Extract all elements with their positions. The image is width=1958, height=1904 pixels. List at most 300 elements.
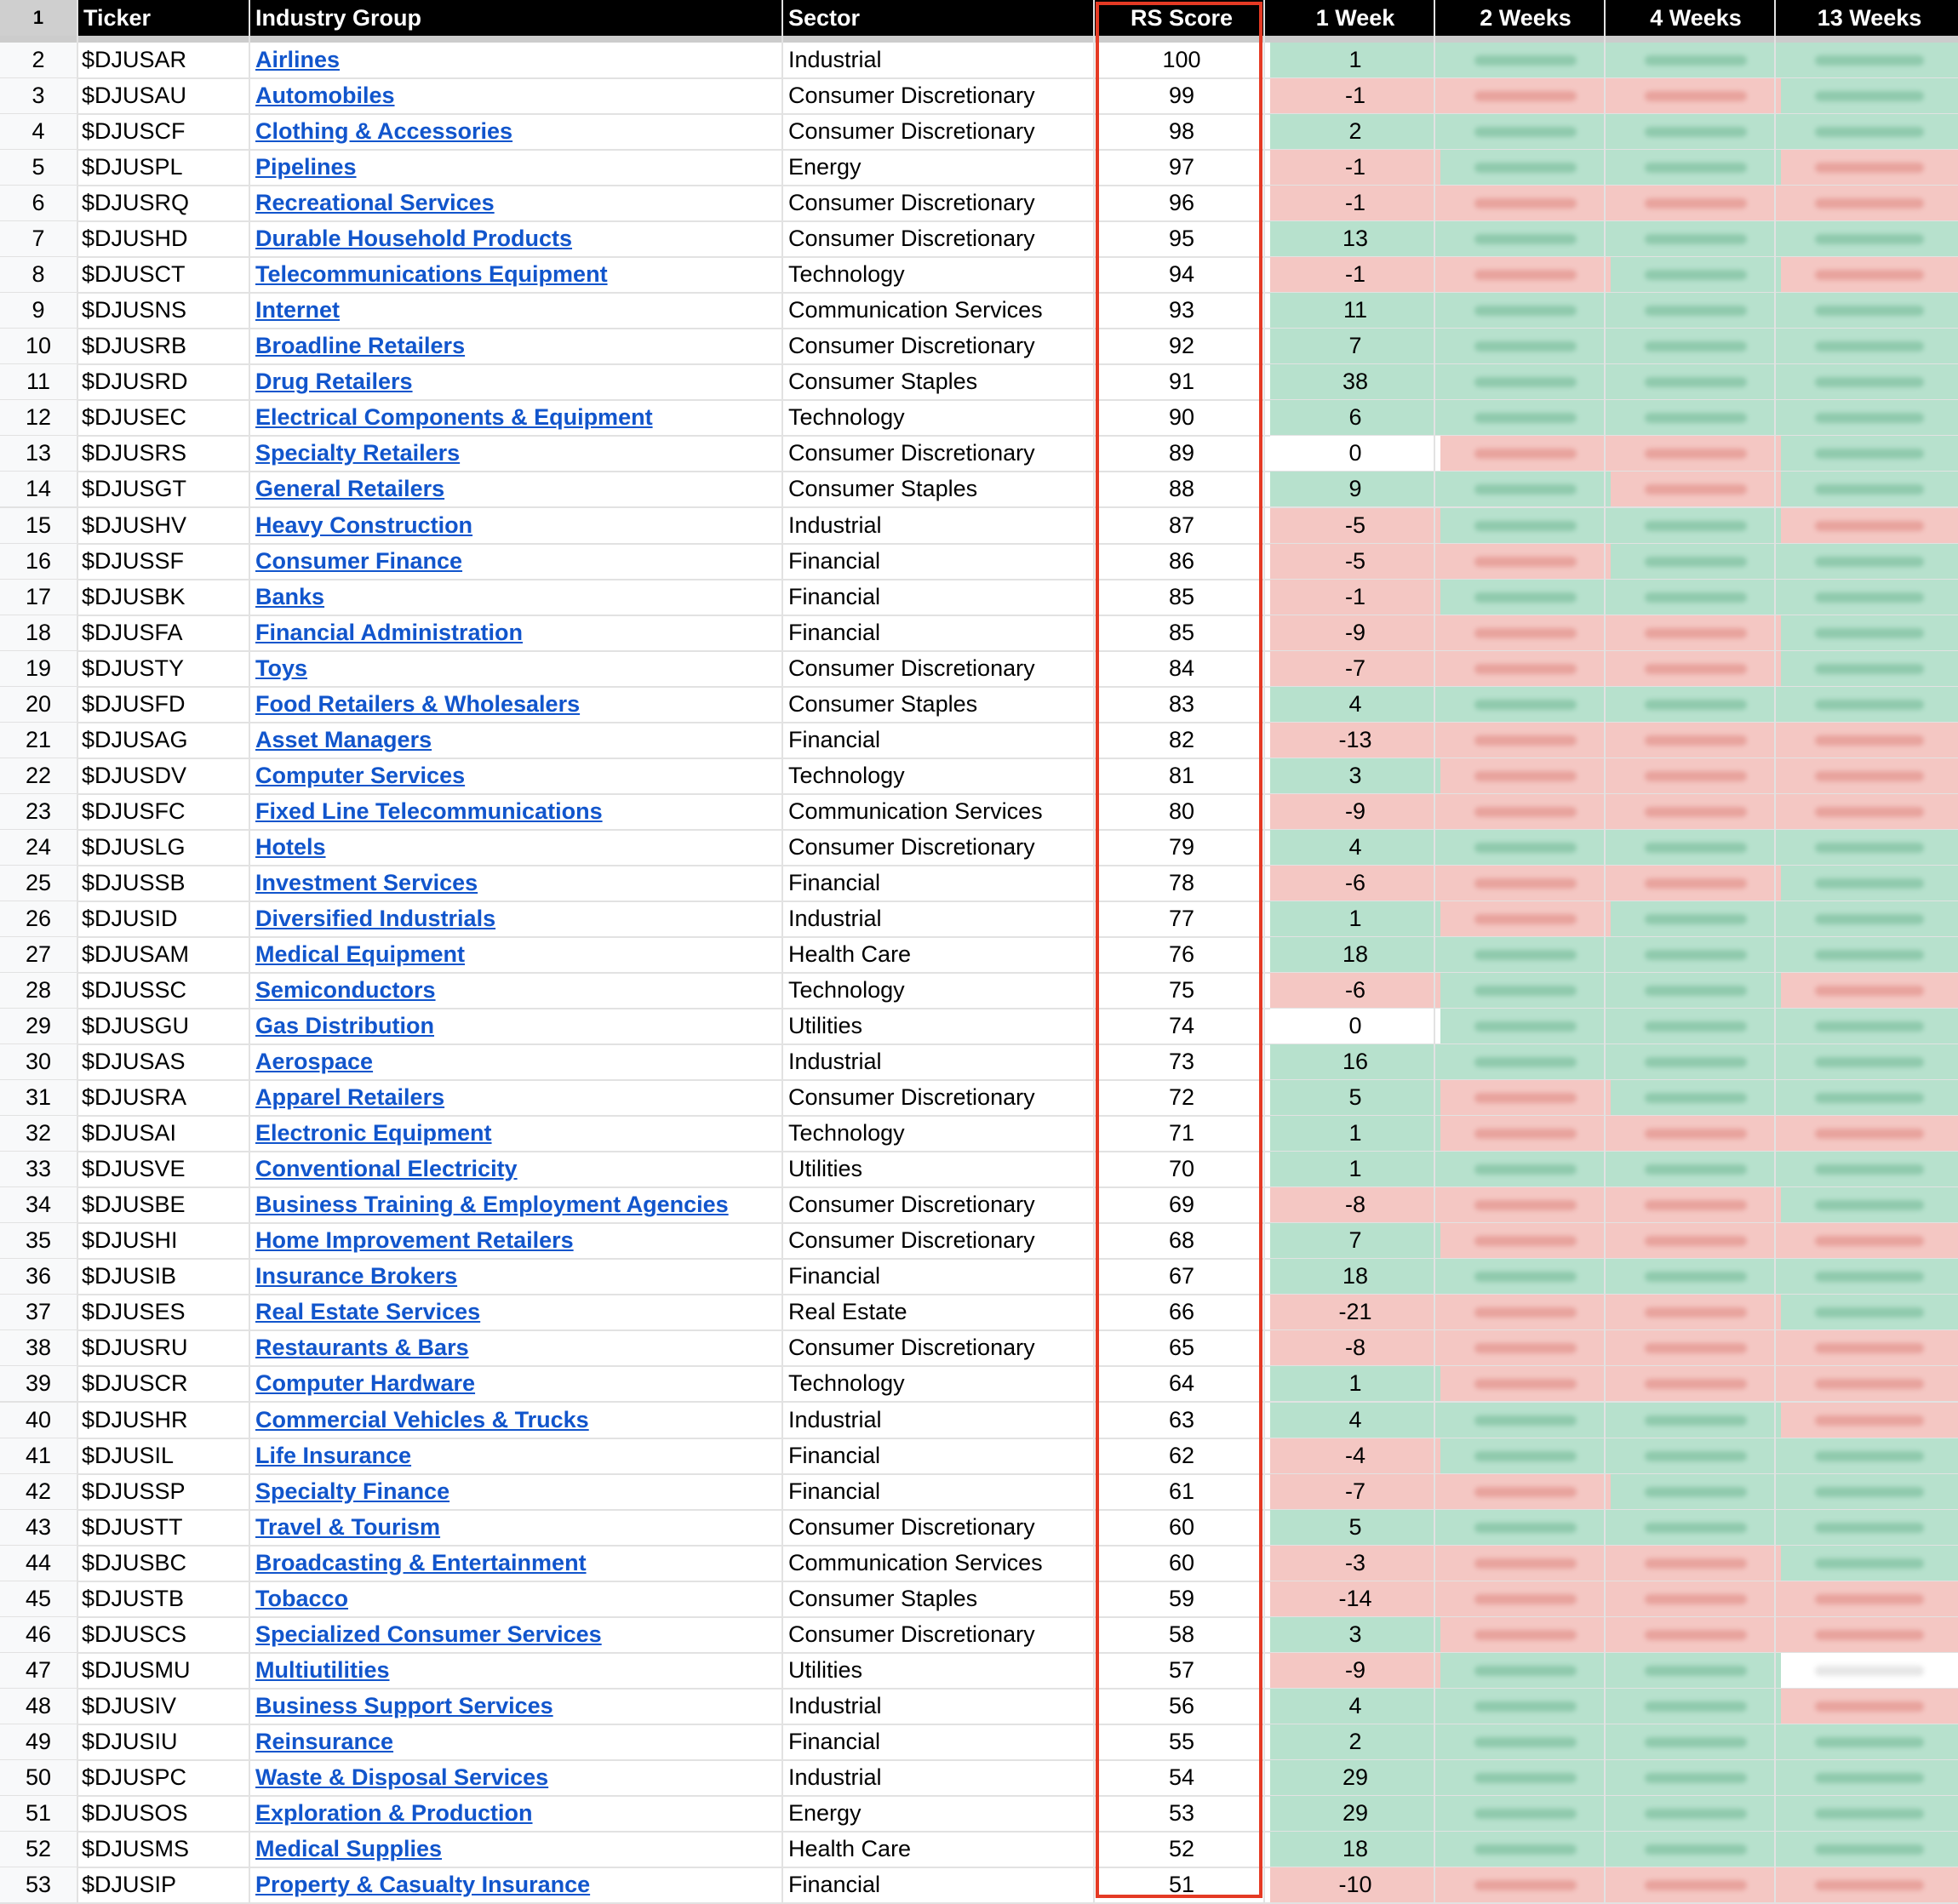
row-number[interactable]: 53	[0, 1867, 78, 1902]
cell-1-week-value[interactable]: 11	[1343, 297, 1368, 323]
rs-score-cell[interactable]: 61	[1168, 1478, 1195, 1504]
ticker-cell[interactable]: $DJUSSP	[82, 1478, 186, 1504]
cell-13-weeks[interactable]	[1781, 901, 1958, 936]
cell-13-weeks[interactable]	[1781, 1438, 1958, 1473]
ticker-cell[interactable]: $DJUSFD	[82, 690, 186, 717]
rs-score-cell[interactable]: 96	[1168, 190, 1195, 216]
rs-score-cell[interactable]: 94	[1168, 261, 1195, 288]
header-row-number[interactable]: 1	[0, 0, 78, 36]
cell-1-week-value[interactable]: -1	[1344, 583, 1365, 609]
ticker-cell[interactable]: $DJUSGU	[82, 1013, 190, 1039]
ticker-cell[interactable]: $DJUSTT	[82, 1513, 183, 1540]
sector-cell[interactable]: Consumer Discretionary	[788, 1084, 1035, 1111]
industry-cell[interactable]	[255, 400, 653, 435]
cell-2-weeks[interactable]	[1440, 1546, 1611, 1581]
industry-cell[interactable]	[255, 580, 324, 615]
sector-cell[interactable]: Technology	[788, 1370, 905, 1397]
cell-4-weeks[interactable]	[1611, 364, 1781, 399]
cell-4-weeks[interactable]	[1611, 901, 1781, 936]
row-number[interactable]: 26	[0, 901, 78, 936]
cell-2-weeks[interactable]	[1440, 1116, 1611, 1151]
cell-13-weeks[interactable]	[1781, 1546, 1958, 1581]
cell-2-weeks[interactable]	[1440, 1867, 1611, 1902]
ticker-cell[interactable]: $DJUSAR	[82, 47, 187, 72]
cell-2-weeks[interactable]	[1440, 1832, 1611, 1867]
row-number[interactable]: 32	[0, 1116, 78, 1151]
cell-4-weeks[interactable]	[1611, 1438, 1781, 1473]
cell-4-weeks[interactable]	[1611, 866, 1781, 901]
cell-1-week-value[interactable]: 1	[1348, 1370, 1362, 1397]
cell-4-weeks[interactable]	[1611, 293, 1781, 328]
industry-link[interactable]: Gas Distribution	[255, 1013, 435, 1039]
cell-1-week-value[interactable]: 18	[1342, 1263, 1369, 1289]
rs-score-cell[interactable]: 80	[1168, 798, 1195, 824]
ticker-cell[interactable]: $DJUSCR	[82, 1370, 188, 1397]
sector-cell[interactable]: Utilities	[788, 1656, 863, 1683]
cell-1-week-value[interactable]: -7	[1344, 655, 1365, 681]
cell-1-week-value[interactable]: -9	[1344, 619, 1365, 645]
cell-2-weeks[interactable]	[1440, 43, 1611, 77]
cell-4-weeks[interactable]	[1611, 1581, 1781, 1616]
cell-13-weeks[interactable]	[1781, 544, 1958, 579]
ticker-cell[interactable]: $DJUSLG	[82, 833, 186, 860]
cell-1-week-value[interactable]: 6	[1348, 404, 1362, 431]
industry-cell[interactable]	[255, 1510, 440, 1545]
industry-cell[interactable]	[255, 186, 495, 220]
cell-4-weeks[interactable]	[1611, 1366, 1781, 1401]
cell-2-weeks[interactable]	[1440, 937, 1611, 972]
cell-13-weeks[interactable]	[1781, 1044, 1958, 1079]
industry-cell[interactable]	[255, 830, 326, 865]
cell-4-weeks[interactable]	[1611, 794, 1781, 829]
cell-1-week-value[interactable]: 4	[1348, 833, 1362, 860]
cell-4-weeks[interactable]	[1611, 615, 1781, 650]
industry-cell[interactable]	[255, 901, 495, 936]
row-number[interactable]: 44	[0, 1546, 78, 1581]
sector-cell[interactable]: Real Estate	[788, 1299, 907, 1325]
row-number[interactable]: 52	[0, 1832, 78, 1867]
header-rs-score[interactable]: RS Score	[1130, 5, 1234, 31]
cell-13-weeks[interactable]	[1781, 221, 1958, 256]
sector-cell[interactable]: Financial	[788, 1872, 881, 1898]
ticker-cell[interactable]: $DJUSFA	[82, 619, 183, 645]
row-number[interactable]: 46	[0, 1617, 78, 1652]
cell-13-weeks[interactable]	[1781, 1510, 1958, 1545]
ticker-cell[interactable]: $DJUSDV	[82, 762, 187, 788]
sector-cell[interactable]: Technology	[788, 404, 905, 431]
rs-score-cell[interactable]: 54	[1168, 1764, 1195, 1790]
ticker-cell[interactable]: $DJUSIV	[82, 1692, 177, 1718]
cell-13-weeks[interactable]	[1781, 687, 1958, 722]
cell-2-weeks[interactable]	[1440, 901, 1611, 936]
cell-2-weeks[interactable]	[1440, 1510, 1611, 1545]
row-number[interactable]: 43	[0, 1510, 78, 1545]
cell-2-weeks[interactable]	[1440, 221, 1611, 256]
rs-score-cell[interactable]: 84	[1168, 655, 1195, 681]
cell-1-week-value[interactable]: 1	[1348, 905, 1362, 931]
rs-score-cell[interactable]: 93	[1168, 297, 1195, 323]
cell-4-weeks[interactable]	[1611, 221, 1781, 256]
industry-cell[interactable]	[255, 364, 413, 399]
row-number[interactable]: 5	[0, 150, 78, 185]
cell-4-weeks[interactable]	[1611, 1009, 1781, 1043]
rs-score-cell[interactable]: 74	[1168, 1013, 1195, 1039]
cell-4-weeks[interactable]	[1611, 436, 1781, 471]
cell-2-weeks[interactable]	[1440, 1295, 1611, 1329]
cell-13-weeks[interactable]	[1781, 1295, 1958, 1329]
industry-link[interactable]: Restaurants & Bars	[255, 1335, 469, 1361]
cell-1-week-value[interactable]: -5	[1344, 512, 1365, 538]
rs-score-cell[interactable]: 85	[1168, 583, 1195, 609]
sector-cell[interactable]: Consumer Discretionary	[788, 440, 1035, 466]
cell-13-weeks[interactable]	[1781, 114, 1958, 149]
cell-1-week-value[interactable]: -1	[1344, 261, 1365, 288]
cell-1-week-value[interactable]: -14	[1338, 1585, 1372, 1611]
ticker-cell[interactable]: $DJUSRQ	[82, 190, 190, 216]
cell-4-weeks[interactable]	[1611, 1796, 1781, 1831]
ticker-cell[interactable]: $DJUSIB	[82, 1263, 177, 1289]
cell-4-weeks[interactable]	[1611, 1546, 1781, 1581]
sector-cell[interactable]: Consumer Discretionary	[788, 1192, 1035, 1218]
industry-link[interactable]: Automobiles	[255, 83, 395, 109]
header-ticker[interactable]: Ticker	[83, 5, 152, 31]
industry-link[interactable]: Real Estate Services	[255, 1299, 481, 1325]
row-number[interactable]: 39	[0, 1366, 78, 1401]
industry-cell[interactable]	[255, 1366, 475, 1401]
header-2-weeks[interactable]: 2 Weeks	[1480, 5, 1572, 31]
industry-link[interactable]: Travel & Tourism	[255, 1513, 441, 1540]
industry-cell[interactable]	[255, 508, 472, 543]
row-number[interactable]: 21	[0, 723, 78, 758]
ticker-cell[interactable]: $DJUSRU	[82, 1335, 188, 1361]
industry-cell[interactable]	[255, 257, 608, 292]
cell-1-week-value[interactable]: 1	[1348, 47, 1362, 72]
industry-cell[interactable]	[255, 1044, 373, 1079]
industry-cell[interactable]	[255, 1689, 553, 1724]
sector-cell[interactable]: Industrial	[788, 1692, 882, 1718]
cell-1-week-value[interactable]: 4	[1348, 1406, 1362, 1432]
sector-cell[interactable]: Consumer Discretionary	[788, 655, 1035, 681]
cell-13-weeks[interactable]	[1781, 1330, 1958, 1365]
cell-1-week-value[interactable]: 5	[1348, 1084, 1362, 1111]
cell-13-weeks[interactable]	[1781, 1796, 1958, 1831]
cell-2-weeks[interactable]	[1440, 1403, 1611, 1438]
industry-cell[interactable]	[255, 1546, 587, 1581]
cell-1-week-value[interactable]: 0	[1348, 1013, 1362, 1039]
industry-link[interactable]: Electronic Equipment	[255, 1120, 492, 1146]
row-number[interactable]: 23	[0, 794, 78, 829]
ticker-cell[interactable]: $DJUSAU	[82, 83, 187, 109]
industry-cell[interactable]	[255, 1403, 589, 1438]
cell-2-weeks[interactable]	[1440, 580, 1611, 615]
cell-1-week-value[interactable]: -13	[1338, 726, 1372, 752]
ticker-cell[interactable]: $DJUSCT	[82, 261, 186, 288]
industry-link[interactable]: Drug Retailers	[255, 369, 413, 395]
industry-link[interactable]: Asset Managers	[255, 726, 432, 752]
ticker-cell[interactable]: $DJUSPC	[82, 1764, 187, 1790]
cell-4-weeks[interactable]	[1611, 1617, 1781, 1652]
cell-1-week-value[interactable]: -3	[1344, 1549, 1365, 1575]
rs-score-cell[interactable]: 100	[1162, 47, 1201, 72]
ticker-cell[interactable]: $DJUSGT	[82, 476, 187, 502]
cell-2-weeks[interactable]	[1440, 973, 1611, 1008]
ticker-cell[interactable]: $DJUSIP	[82, 1872, 177, 1898]
cell-4-weeks[interactable]	[1611, 1760, 1781, 1795]
cell-13-weeks[interactable]	[1781, 1116, 1958, 1151]
row-number[interactable]: 17	[0, 580, 78, 615]
cell-4-weeks[interactable]	[1611, 1152, 1781, 1186]
cell-13-weeks[interactable]	[1781, 1653, 1958, 1688]
cell-4-weeks[interactable]	[1611, 937, 1781, 972]
cell-13-weeks[interactable]	[1781, 1223, 1958, 1258]
industry-cell[interactable]	[255, 1581, 348, 1616]
cell-4-weeks[interactable]	[1611, 43, 1781, 77]
industry-link[interactable]: Broadcasting & Entertainment	[255, 1549, 587, 1575]
row-number[interactable]: 38	[0, 1330, 78, 1365]
industry-link[interactable]: Specialized Consumer Services	[255, 1621, 602, 1647]
industry-cell[interactable]	[255, 973, 436, 1008]
cell-2-weeks[interactable]	[1440, 1474, 1611, 1509]
cell-13-weeks[interactable]	[1781, 329, 1958, 363]
cell-13-weeks[interactable]	[1781, 937, 1958, 972]
row-number[interactable]: 13	[0, 436, 78, 471]
cell-2-weeks[interactable]	[1440, 114, 1611, 149]
row-number[interactable]: 18	[0, 615, 78, 650]
cell-4-weeks[interactable]	[1611, 1510, 1781, 1545]
cell-2-weeks[interactable]	[1440, 830, 1611, 865]
cell-2-weeks[interactable]	[1440, 78, 1611, 113]
cell-2-weeks[interactable]	[1440, 1080, 1611, 1115]
cell-13-weeks[interactable]	[1781, 1080, 1958, 1115]
row-number[interactable]: 20	[0, 687, 78, 722]
sector-cell[interactable]: Financial	[788, 869, 881, 895]
sector-cell[interactable]: Industrial	[788, 1764, 882, 1790]
cell-2-weeks[interactable]	[1440, 508, 1611, 543]
rs-score-cell[interactable]: 86	[1168, 547, 1195, 574]
industry-cell[interactable]	[255, 866, 478, 901]
row-number[interactable]: 19	[0, 651, 78, 686]
cell-13-weeks[interactable]	[1781, 186, 1958, 220]
sector-cell[interactable]: Industrial	[788, 905, 882, 931]
sector-cell[interactable]: Consumer Discretionary	[788, 1513, 1035, 1540]
cell-13-weeks[interactable]	[1781, 1867, 1958, 1902]
industry-link[interactable]: Durable Household Products	[255, 226, 573, 252]
industry-cell[interactable]	[255, 1760, 548, 1795]
row-number[interactable]: 31	[0, 1080, 78, 1115]
rs-score-cell[interactable]: 95	[1168, 226, 1195, 252]
cell-1-week-value[interactable]: 5	[1348, 1513, 1362, 1540]
cell-1-week-value[interactable]: 38	[1342, 369, 1369, 395]
cell-4-weeks[interactable]	[1611, 400, 1781, 435]
row-number[interactable]: 7	[0, 221, 78, 256]
rs-score-cell[interactable]: 63	[1168, 1406, 1195, 1432]
sector-cell[interactable]: Health Care	[788, 1836, 912, 1861]
industry-cell[interactable]	[255, 1653, 390, 1688]
row-number[interactable]: 50	[0, 1760, 78, 1795]
sector-cell[interactable]: Financial	[788, 726, 881, 752]
cell-2-weeks[interactable]	[1440, 687, 1611, 722]
ticker-cell[interactable]: $DJUSBC	[82, 1549, 187, 1575]
industry-cell[interactable]	[255, 293, 340, 328]
cell-13-weeks[interactable]	[1781, 472, 1958, 506]
cell-2-weeks[interactable]	[1440, 615, 1611, 650]
sector-cell[interactable]: Communication Services	[788, 297, 1043, 323]
ticker-cell[interactable]: $DJUSCS	[82, 1621, 187, 1647]
cell-4-weeks[interactable]	[1611, 257, 1781, 292]
header-13-weeks[interactable]: 13 Weeks	[1817, 5, 1922, 31]
cell-1-week-value[interactable]: -8	[1344, 1192, 1365, 1218]
industry-link[interactable]: Life Insurance	[255, 1442, 412, 1468]
ticker-cell[interactable]: $DJUSMU	[82, 1656, 191, 1683]
rs-score-cell[interactable]: 75	[1168, 977, 1195, 1003]
cell-4-weeks[interactable]	[1611, 973, 1781, 1008]
industry-link[interactable]: Commercial Vehicles & Trucks	[255, 1406, 589, 1432]
ticker-cell[interactable]: $DJUSBK	[82, 583, 186, 609]
cell-4-weeks[interactable]	[1611, 114, 1781, 149]
ticker-cell[interactable]: $DJUSNS	[82, 297, 187, 323]
sector-cell[interactable]: Health Care	[788, 941, 912, 967]
row-number[interactable]: 29	[0, 1009, 78, 1043]
cell-2-weeks[interactable]	[1440, 1259, 1611, 1294]
industry-link[interactable]: Consumer Finance	[255, 547, 463, 574]
ticker-cell[interactable]: $DJUSMS	[82, 1836, 190, 1861]
rs-score-cell[interactable]: 53	[1168, 1799, 1195, 1826]
row-number[interactable]: 41	[0, 1438, 78, 1473]
ticker-cell[interactable]: $DJUSFC	[82, 798, 186, 824]
ticker-cell[interactable]: $DJUSHD	[82, 226, 188, 252]
sector-cell[interactable]: Industrial	[788, 512, 882, 538]
rs-score-cell[interactable]: 68	[1168, 1227, 1195, 1254]
row-number[interactable]: 47	[0, 1653, 78, 1688]
cell-1-week-value[interactable]: 4	[1348, 1692, 1362, 1718]
industry-link[interactable]: Reinsurance	[255, 1728, 394, 1754]
cell-13-weeks[interactable]	[1781, 651, 1958, 686]
ticker-cell[interactable]: $DJUSRB	[82, 333, 187, 359]
rs-score-cell[interactable]: 64	[1168, 1370, 1195, 1397]
cell-13-weeks[interactable]	[1781, 580, 1958, 615]
industry-cell[interactable]	[255, 436, 460, 471]
sector-cell[interactable]: Financial	[788, 1263, 881, 1289]
industry-link[interactable]: Exploration & Production	[255, 1799, 533, 1826]
industry-link[interactable]: Recreational Services	[255, 190, 495, 216]
industry-link[interactable]: Broadline Retailers	[255, 333, 466, 359]
sector-cell[interactable]: Financial	[788, 619, 881, 645]
industry-link[interactable]: Waste & Disposal Services	[255, 1764, 549, 1790]
cell-13-weeks[interactable]	[1781, 973, 1958, 1008]
cell-13-weeks[interactable]	[1781, 830, 1958, 865]
ticker-cell[interactable]: $DJUSEC	[82, 404, 187, 431]
row-number[interactable]: 51	[0, 1796, 78, 1831]
industry-cell[interactable]	[255, 794, 603, 829]
industry-cell[interactable]	[255, 1438, 411, 1473]
cell-2-weeks[interactable]	[1440, 1724, 1611, 1759]
rs-score-cell[interactable]: 85	[1168, 619, 1195, 645]
cell-4-weeks[interactable]	[1611, 1259, 1781, 1294]
industry-link[interactable]: Clothing & Accessories	[255, 118, 513, 145]
industry-cell[interactable]	[255, 1080, 444, 1115]
rs-score-cell[interactable]: 90	[1168, 404, 1195, 431]
ticker-cell[interactable]: $DJUSAI	[82, 1120, 177, 1146]
industry-link[interactable]: Medical Equipment	[255, 941, 466, 967]
cell-1-week-value[interactable]: 7	[1348, 333, 1362, 359]
ticker-cell[interactable]: $DJUSES	[82, 1299, 186, 1325]
cell-1-week-value[interactable]: -6	[1344, 977, 1365, 1003]
row-number[interactable]: 10	[0, 329, 78, 363]
rs-score-cell[interactable]: 55	[1168, 1728, 1195, 1754]
cell-2-weeks[interactable]	[1440, 293, 1611, 328]
industry-link[interactable]: General Retailers	[255, 476, 445, 502]
industry-link[interactable]: Home Improvement Retailers	[255, 1227, 574, 1254]
cell-13-weeks[interactable]	[1781, 1617, 1958, 1652]
rs-score-cell[interactable]: 60	[1168, 1513, 1195, 1540]
cell-4-weeks[interactable]	[1611, 1187, 1781, 1222]
cell-13-weeks[interactable]	[1781, 364, 1958, 399]
ticker-cell[interactable]: $DJUSPL	[82, 154, 183, 180]
cell-13-weeks[interactable]	[1781, 1474, 1958, 1509]
cell-1-week-value[interactable]: 1	[1348, 1120, 1362, 1146]
sector-cell[interactable]: Financial	[788, 547, 881, 574]
cell-13-weeks[interactable]	[1781, 436, 1958, 471]
cell-4-weeks[interactable]	[1611, 1867, 1781, 1902]
row-number[interactable]: 6	[0, 186, 78, 220]
sector-cell[interactable]: Consumer Discretionary	[788, 226, 1035, 252]
rs-score-cell[interactable]: 71	[1168, 1120, 1195, 1146]
cell-1-week-value[interactable]: -6	[1344, 869, 1365, 895]
cell-1-week-value[interactable]: -1	[1344, 190, 1365, 216]
industry-link[interactable]: Telecommunications Equipment	[255, 261, 608, 288]
industry-link[interactable]: Medical Supplies	[255, 1836, 443, 1861]
ticker-cell[interactable]: $DJUSAG	[82, 726, 188, 752]
cell-4-weeks[interactable]	[1611, 651, 1781, 686]
sector-cell[interactable]: Industrial	[788, 47, 882, 72]
cell-4-weeks[interactable]	[1611, 1080, 1781, 1115]
industry-cell[interactable]	[255, 1724, 393, 1759]
cell-2-weeks[interactable]	[1440, 1366, 1611, 1401]
industry-cell[interactable]	[255, 78, 395, 113]
ticker-cell[interactable]: $DJUSAS	[82, 1049, 186, 1075]
ticker-cell[interactable]: $DJUSHV	[82, 512, 187, 538]
cell-1-week-value[interactable]: 7	[1348, 1227, 1362, 1254]
cell-4-weeks[interactable]	[1611, 1116, 1781, 1151]
industry-cell[interactable]	[255, 1832, 442, 1867]
row-number[interactable]: 34	[0, 1187, 78, 1222]
industry-cell[interactable]	[255, 1259, 457, 1294]
industry-link[interactable]: Banks	[255, 583, 325, 609]
industry-link[interactable]: Internet	[255, 297, 341, 323]
row-number[interactable]: 25	[0, 866, 78, 901]
header-sector[interactable]: Sector	[788, 5, 861, 31]
cell-1-week-value[interactable]: -7	[1344, 1478, 1365, 1504]
cell-4-weeks[interactable]	[1611, 78, 1781, 113]
ticker-cell[interactable]: $DJUSRA	[82, 1084, 187, 1111]
cell-13-weeks[interactable]	[1781, 758, 1958, 793]
cell-13-weeks[interactable]	[1781, 723, 1958, 758]
ticker-cell[interactable]: $DJUSSC	[82, 977, 187, 1003]
industry-cell[interactable]	[255, 1152, 518, 1186]
row-number[interactable]: 3	[0, 78, 78, 113]
cell-2-weeks[interactable]	[1440, 364, 1611, 399]
cell-4-weeks[interactable]	[1611, 758, 1781, 793]
rs-score-cell[interactable]: 76	[1168, 941, 1195, 967]
sector-cell[interactable]: Consumer Discretionary	[788, 333, 1035, 359]
row-number[interactable]: 37	[0, 1295, 78, 1329]
rs-score-cell[interactable]: 91	[1168, 369, 1195, 395]
cell-2-weeks[interactable]	[1440, 723, 1611, 758]
rs-score-cell[interactable]: 81	[1168, 762, 1195, 788]
cell-2-weeks[interactable]	[1440, 472, 1611, 506]
sector-cell[interactable]: Technology	[788, 1120, 905, 1146]
row-number[interactable]: 2	[0, 43, 78, 77]
